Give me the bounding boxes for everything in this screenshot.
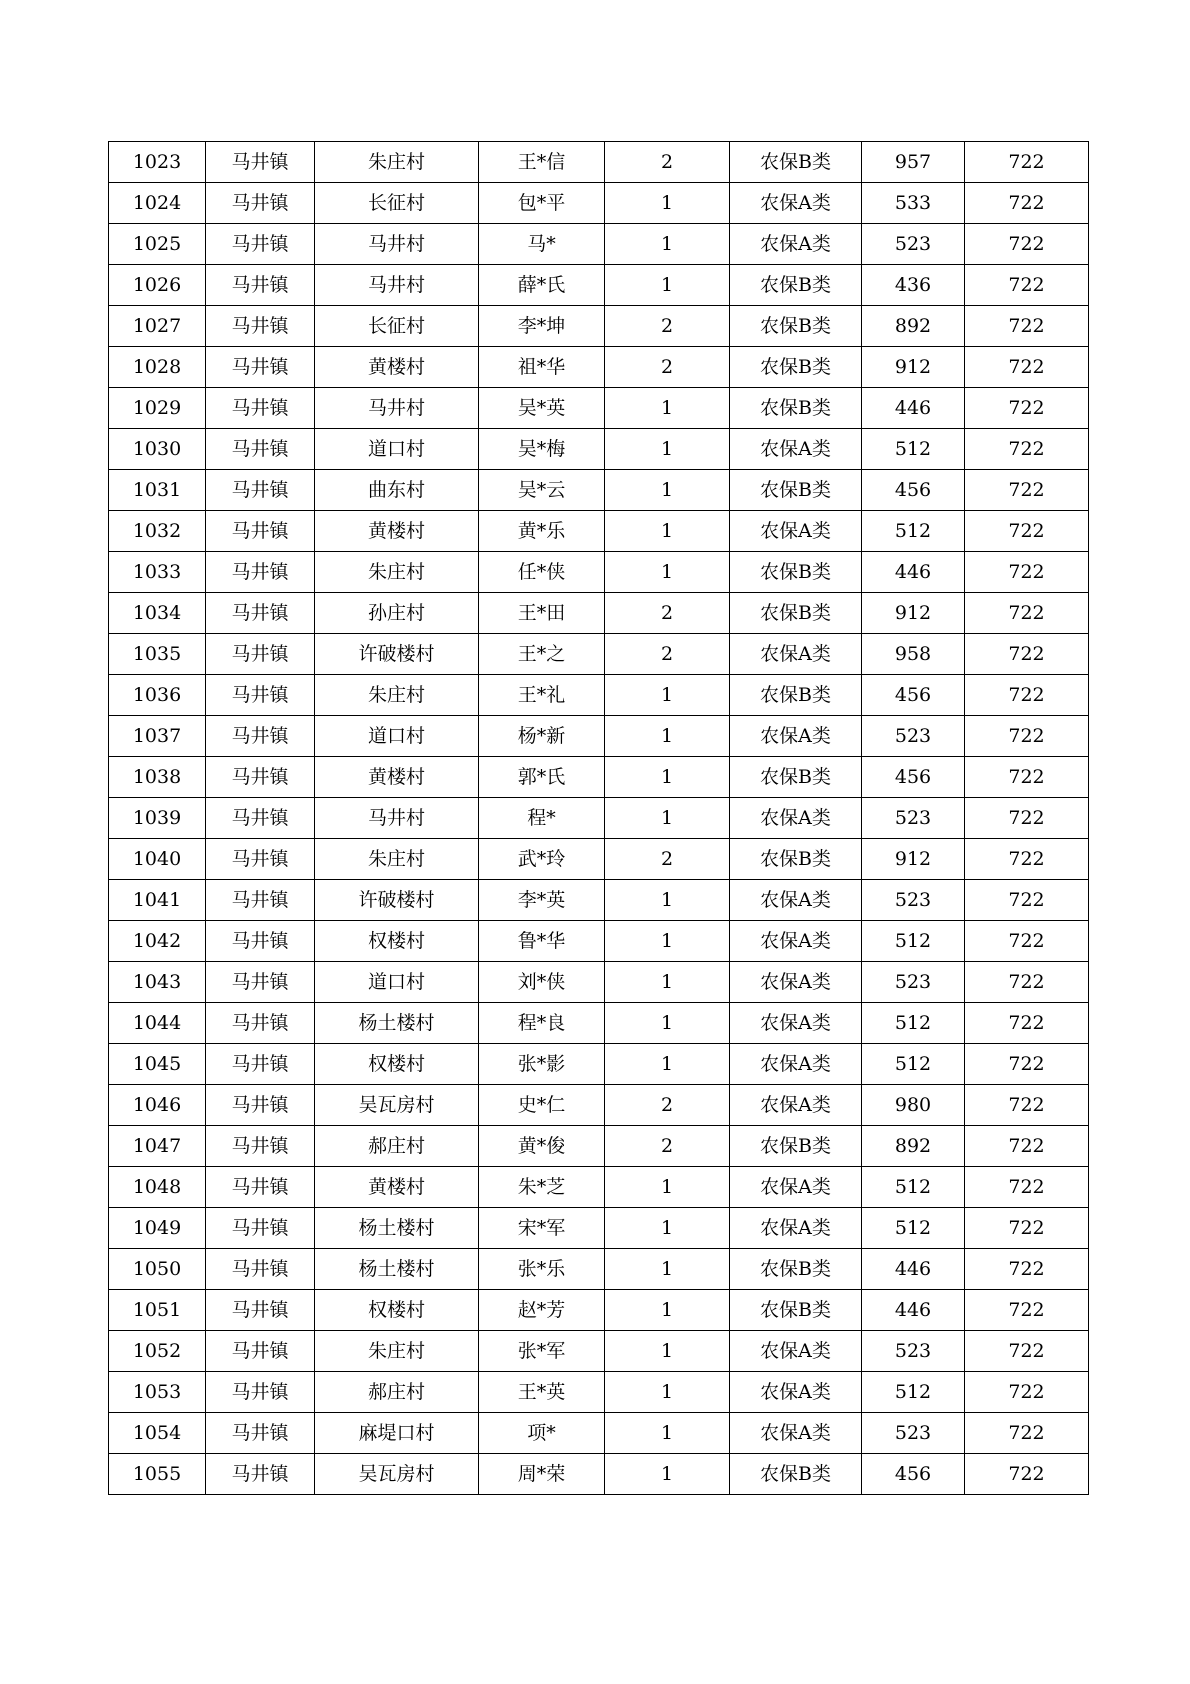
name-cell: 武*玲 — [479, 839, 605, 880]
name-cell: 张*乐 — [479, 1249, 605, 1290]
category-cell: 农保A类 — [730, 1003, 862, 1044]
category-cell: 农保B类 — [730, 552, 862, 593]
amount-cell: 436 — [862, 265, 965, 306]
town-cell: 马井镇 — [206, 798, 315, 839]
category-cell: 农保A类 — [730, 1044, 862, 1085]
serial-cell: 1048 — [109, 1167, 206, 1208]
table-row — [109, 593, 1089, 634]
serial-cell: 1028 — [109, 347, 206, 388]
amount-cell: 512 — [862, 1372, 965, 1413]
serial-cell: 1051 — [109, 1290, 206, 1331]
village-cell: 长征村 — [315, 306, 479, 347]
serial-cell: 1029 — [109, 388, 206, 429]
amount-cell: 892 — [862, 306, 965, 347]
amount-cell: 523 — [862, 880, 965, 921]
amount-cell: 523 — [862, 716, 965, 757]
household-size-cell: 2 — [605, 1126, 730, 1167]
village-cell: 黄楼村 — [315, 511, 479, 552]
name-cell: 程*良 — [479, 1003, 605, 1044]
category-cell: 农保A类 — [730, 1413, 862, 1454]
household-size-cell: 1 — [605, 1413, 730, 1454]
standard-cell: 722 — [965, 880, 1089, 921]
amount-cell: 512 — [862, 921, 965, 962]
household-size-cell: 2 — [605, 839, 730, 880]
amount-cell: 446 — [862, 1249, 965, 1290]
serial-cell: 1052 — [109, 1331, 206, 1372]
town-cell: 马井镇 — [206, 1167, 315, 1208]
serial-cell: 1023 — [109, 142, 206, 183]
household-size-cell: 1 — [605, 470, 730, 511]
village-cell: 权楼村 — [315, 1290, 479, 1331]
household-size-cell: 2 — [605, 1085, 730, 1126]
category-cell: 农保B类 — [730, 347, 862, 388]
town-cell: 马井镇 — [206, 347, 315, 388]
amount-cell: 456 — [862, 470, 965, 511]
standard-cell: 722 — [965, 183, 1089, 224]
name-cell: 张*军 — [479, 1331, 605, 1372]
household-size-cell: 1 — [605, 1331, 730, 1372]
amount-cell: 446 — [862, 552, 965, 593]
table-row — [109, 921, 1089, 962]
village-cell: 朱庄村 — [315, 839, 479, 880]
standard-cell: 722 — [965, 1085, 1089, 1126]
name-cell: 包*平 — [479, 183, 605, 224]
standard-cell: 722 — [965, 265, 1089, 306]
amount-cell: 456 — [862, 757, 965, 798]
town-cell: 马井镇 — [206, 429, 315, 470]
household-size-cell: 1 — [605, 1249, 730, 1290]
household-size-cell: 1 — [605, 1044, 730, 1085]
name-cell: 薛*氏 — [479, 265, 605, 306]
amount-cell: 512 — [862, 511, 965, 552]
serial-cell: 1049 — [109, 1208, 206, 1249]
name-cell: 周*荣 — [479, 1454, 605, 1495]
category-cell: 农保A类 — [730, 224, 862, 265]
standard-cell: 722 — [965, 306, 1089, 347]
name-cell: 李*坤 — [479, 306, 605, 347]
category-cell: 农保B类 — [730, 1454, 862, 1495]
name-cell: 郭*氏 — [479, 757, 605, 798]
amount-cell: 523 — [862, 962, 965, 1003]
town-cell: 马井镇 — [206, 1290, 315, 1331]
serial-cell: 1039 — [109, 798, 206, 839]
town-cell: 马井镇 — [206, 1126, 315, 1167]
amount-cell: 523 — [862, 1331, 965, 1372]
amount-cell: 523 — [862, 1413, 965, 1454]
category-cell: 农保B类 — [730, 306, 862, 347]
household-size-cell: 1 — [605, 1454, 730, 1495]
table-row — [109, 962, 1089, 1003]
name-cell: 李*英 — [479, 880, 605, 921]
name-cell: 王*田 — [479, 593, 605, 634]
category-cell: 农保B类 — [730, 265, 862, 306]
town-cell: 马井镇 — [206, 142, 315, 183]
household-size-cell: 1 — [605, 757, 730, 798]
name-cell: 吴*云 — [479, 470, 605, 511]
data-table — [108, 141, 1089, 1495]
name-cell: 朱*芝 — [479, 1167, 605, 1208]
category-cell: 农保A类 — [730, 798, 862, 839]
household-size-cell: 1 — [605, 798, 730, 839]
village-cell: 黄楼村 — [315, 1167, 479, 1208]
village-cell: 朱庄村 — [315, 552, 479, 593]
standard-cell: 722 — [965, 757, 1089, 798]
serial-cell: 1040 — [109, 839, 206, 880]
village-cell: 马井村 — [315, 388, 479, 429]
village-cell: 黄楼村 — [315, 757, 479, 798]
serial-cell: 1036 — [109, 675, 206, 716]
village-cell: 黄楼村 — [315, 347, 479, 388]
standard-cell: 722 — [965, 1044, 1089, 1085]
village-cell: 马井村 — [315, 798, 479, 839]
town-cell: 马井镇 — [206, 962, 315, 1003]
category-cell: 农保B类 — [730, 1126, 862, 1167]
village-cell: 道口村 — [315, 429, 479, 470]
village-cell: 杨土楼村 — [315, 1208, 479, 1249]
household-size-cell: 1 — [605, 921, 730, 962]
name-cell: 赵*芳 — [479, 1290, 605, 1331]
village-cell: 朱庄村 — [315, 675, 479, 716]
table-row — [109, 429, 1089, 470]
serial-cell: 1032 — [109, 511, 206, 552]
village-cell: 朱庄村 — [315, 1331, 479, 1372]
category-cell: 农保B类 — [730, 757, 862, 798]
household-size-cell: 2 — [605, 634, 730, 675]
town-cell: 马井镇 — [206, 1454, 315, 1495]
standard-cell: 722 — [965, 1372, 1089, 1413]
town-cell: 马井镇 — [206, 593, 315, 634]
table-row — [109, 1085, 1089, 1126]
amount-cell: 912 — [862, 347, 965, 388]
amount-cell: 958 — [862, 634, 965, 675]
town-cell: 马井镇 — [206, 1249, 315, 1290]
household-size-cell: 1 — [605, 429, 730, 470]
table-row — [109, 265, 1089, 306]
name-cell: 王*英 — [479, 1372, 605, 1413]
table-row — [109, 798, 1089, 839]
household-size-cell: 1 — [605, 183, 730, 224]
amount-cell: 456 — [862, 1454, 965, 1495]
household-size-cell: 1 — [605, 716, 730, 757]
standard-cell: 722 — [965, 1003, 1089, 1044]
standard-cell: 722 — [965, 552, 1089, 593]
standard-cell: 722 — [965, 429, 1089, 470]
name-cell: 史*仁 — [479, 1085, 605, 1126]
household-size-cell: 2 — [605, 142, 730, 183]
table-row — [109, 1249, 1089, 1290]
table-row — [109, 347, 1089, 388]
serial-cell: 1033 — [109, 552, 206, 593]
amount-cell: 892 — [862, 1126, 965, 1167]
household-size-cell: 1 — [605, 675, 730, 716]
town-cell: 马井镇 — [206, 757, 315, 798]
serial-cell: 1041 — [109, 880, 206, 921]
amount-cell: 512 — [862, 1167, 965, 1208]
standard-cell: 722 — [965, 347, 1089, 388]
category-cell: 农保A类 — [730, 1372, 862, 1413]
name-cell: 宋*军 — [479, 1208, 605, 1249]
standard-cell: 722 — [965, 1331, 1089, 1372]
table-row — [109, 1454, 1089, 1495]
serial-cell: 1055 — [109, 1454, 206, 1495]
table-row — [109, 1167, 1089, 1208]
standard-cell: 722 — [965, 142, 1089, 183]
village-cell: 许破楼村 — [315, 634, 479, 675]
name-cell: 王*之 — [479, 634, 605, 675]
table-row — [109, 634, 1089, 675]
category-cell: 农保B类 — [730, 470, 862, 511]
standard-cell: 722 — [965, 388, 1089, 429]
name-cell: 马* — [479, 224, 605, 265]
standard-cell: 722 — [965, 511, 1089, 552]
table-row — [109, 839, 1089, 880]
table-row — [109, 470, 1089, 511]
category-cell: 农保B类 — [730, 593, 862, 634]
category-cell: 农保A类 — [730, 183, 862, 224]
name-cell: 程* — [479, 798, 605, 839]
household-size-cell: 1 — [605, 1290, 730, 1331]
table-row — [109, 1372, 1089, 1413]
standard-cell: 722 — [965, 675, 1089, 716]
category-cell: 农保A类 — [730, 511, 862, 552]
serial-cell: 1042 — [109, 921, 206, 962]
serial-cell: 1045 — [109, 1044, 206, 1085]
standard-cell: 722 — [965, 1290, 1089, 1331]
standard-cell: 722 — [965, 1249, 1089, 1290]
category-cell: 农保B类 — [730, 839, 862, 880]
village-cell: 长征村 — [315, 183, 479, 224]
town-cell: 马井镇 — [206, 552, 315, 593]
category-cell: 农保B类 — [730, 388, 862, 429]
village-cell: 郝庄村 — [315, 1372, 479, 1413]
table-row — [109, 142, 1089, 183]
household-size-cell: 2 — [605, 347, 730, 388]
name-cell: 鲁*华 — [479, 921, 605, 962]
amount-cell: 512 — [862, 429, 965, 470]
household-size-cell: 1 — [605, 1208, 730, 1249]
village-cell: 朱庄村 — [315, 142, 479, 183]
amount-cell: 446 — [862, 1290, 965, 1331]
category-cell: 农保B类 — [730, 142, 862, 183]
town-cell: 马井镇 — [206, 675, 315, 716]
table-row — [109, 224, 1089, 265]
village-cell: 权楼村 — [315, 1044, 479, 1085]
town-cell: 马井镇 — [206, 224, 315, 265]
category-cell: 农保A类 — [730, 1085, 862, 1126]
village-cell: 吴瓦房村 — [315, 1085, 479, 1126]
village-cell: 杨土楼村 — [315, 1003, 479, 1044]
serial-cell: 1030 — [109, 429, 206, 470]
standard-cell: 722 — [965, 1208, 1089, 1249]
serial-cell: 1024 — [109, 183, 206, 224]
amount-cell: 512 — [862, 1208, 965, 1249]
name-cell: 王*礼 — [479, 675, 605, 716]
amount-cell: 957 — [862, 142, 965, 183]
village-cell: 道口村 — [315, 716, 479, 757]
name-cell: 项* — [479, 1413, 605, 1454]
town-cell: 马井镇 — [206, 634, 315, 675]
town-cell: 马井镇 — [206, 388, 315, 429]
name-cell: 张*影 — [479, 1044, 605, 1085]
standard-cell: 722 — [965, 716, 1089, 757]
standard-cell: 722 — [965, 839, 1089, 880]
category-cell: 农保A类 — [730, 1208, 862, 1249]
name-cell: 黄*俊 — [479, 1126, 605, 1167]
household-size-cell: 1 — [605, 962, 730, 1003]
name-cell: 杨*新 — [479, 716, 605, 757]
household-size-cell: 1 — [605, 1003, 730, 1044]
table-row — [109, 1208, 1089, 1249]
amount-cell: 912 — [862, 839, 965, 880]
town-cell: 马井镇 — [206, 306, 315, 347]
standard-cell: 722 — [965, 921, 1089, 962]
village-cell: 曲东村 — [315, 470, 479, 511]
village-cell: 马井村 — [315, 265, 479, 306]
town-cell: 马井镇 — [206, 1085, 315, 1126]
category-cell: 农保A类 — [730, 429, 862, 470]
serial-cell: 1037 — [109, 716, 206, 757]
name-cell: 任*侠 — [479, 552, 605, 593]
category-cell: 农保A类 — [730, 1167, 862, 1208]
serial-cell: 1054 — [109, 1413, 206, 1454]
village-cell: 吴瓦房村 — [315, 1454, 479, 1495]
serial-cell: 1034 — [109, 593, 206, 634]
category-cell: 农保B类 — [730, 1290, 862, 1331]
standard-cell: 722 — [965, 1454, 1089, 1495]
household-size-cell: 1 — [605, 552, 730, 593]
table-row — [109, 1331, 1089, 1372]
standard-cell: 722 — [965, 634, 1089, 675]
town-cell: 马井镇 — [206, 1372, 315, 1413]
table-row — [109, 675, 1089, 716]
town-cell: 马井镇 — [206, 839, 315, 880]
village-cell: 道口村 — [315, 962, 479, 1003]
amount-cell: 523 — [862, 798, 965, 839]
category-cell: 农保A类 — [730, 880, 862, 921]
town-cell: 马井镇 — [206, 921, 315, 962]
household-size-cell: 1 — [605, 1167, 730, 1208]
town-cell: 马井镇 — [206, 1413, 315, 1454]
serial-cell: 1050 — [109, 1249, 206, 1290]
amount-cell: 523 — [862, 224, 965, 265]
standard-cell: 722 — [965, 470, 1089, 511]
village-cell: 孙庄村 — [315, 593, 479, 634]
town-cell: 马井镇 — [206, 880, 315, 921]
category-cell: 农保A类 — [730, 716, 862, 757]
household-size-cell: 2 — [605, 593, 730, 634]
household-size-cell: 1 — [605, 880, 730, 921]
table-row — [109, 757, 1089, 798]
amount-cell: 980 — [862, 1085, 965, 1126]
household-size-cell: 1 — [605, 265, 730, 306]
standard-cell: 722 — [965, 1167, 1089, 1208]
standard-cell: 722 — [965, 1413, 1089, 1454]
table-row — [109, 1003, 1089, 1044]
table-row — [109, 306, 1089, 347]
name-cell: 吴*英 — [479, 388, 605, 429]
standard-cell: 722 — [965, 224, 1089, 265]
serial-cell: 1025 — [109, 224, 206, 265]
table-row — [109, 552, 1089, 593]
name-cell: 祖*华 — [479, 347, 605, 388]
town-cell: 马井镇 — [206, 1044, 315, 1085]
name-cell: 刘*侠 — [479, 962, 605, 1003]
table-row — [109, 1413, 1089, 1454]
village-cell: 马井村 — [315, 224, 479, 265]
table-row — [109, 1126, 1089, 1167]
town-cell: 马井镇 — [206, 716, 315, 757]
name-cell: 王*信 — [479, 142, 605, 183]
amount-cell: 446 — [862, 388, 965, 429]
town-cell: 马井镇 — [206, 183, 315, 224]
serial-cell: 1038 — [109, 757, 206, 798]
table-row — [109, 880, 1089, 921]
table-row — [109, 1290, 1089, 1331]
serial-cell: 1047 — [109, 1126, 206, 1167]
serial-cell: 1043 — [109, 962, 206, 1003]
household-size-cell: 1 — [605, 511, 730, 552]
name-cell: 吴*梅 — [479, 429, 605, 470]
village-cell: 权楼村 — [315, 921, 479, 962]
category-cell: 农保B类 — [730, 1249, 862, 1290]
amount-cell: 533 — [862, 183, 965, 224]
household-size-cell: 1 — [605, 388, 730, 429]
village-cell: 杨土楼村 — [315, 1249, 479, 1290]
amount-cell: 456 — [862, 675, 965, 716]
category-cell: 农保A类 — [730, 634, 862, 675]
town-cell: 马井镇 — [206, 511, 315, 552]
table-row — [109, 511, 1089, 552]
serial-cell: 1046 — [109, 1085, 206, 1126]
serial-cell: 1026 — [109, 265, 206, 306]
town-cell: 马井镇 — [206, 1331, 315, 1372]
village-cell: 许破楼村 — [315, 880, 479, 921]
table-row — [109, 716, 1089, 757]
category-cell: 农保A类 — [730, 1331, 862, 1372]
category-cell: 农保A类 — [730, 921, 862, 962]
table-body — [109, 142, 1089, 1495]
name-cell: 黄*乐 — [479, 511, 605, 552]
town-cell: 马井镇 — [206, 1003, 315, 1044]
serial-cell: 1044 — [109, 1003, 206, 1044]
town-cell: 马井镇 — [206, 1208, 315, 1249]
standard-cell: 722 — [965, 798, 1089, 839]
serial-cell: 1053 — [109, 1372, 206, 1413]
village-cell: 郝庄村 — [315, 1126, 479, 1167]
household-size-cell: 1 — [605, 1372, 730, 1413]
serial-cell: 1031 — [109, 470, 206, 511]
category-cell: 农保A类 — [730, 962, 862, 1003]
amount-cell: 512 — [862, 1044, 965, 1085]
amount-cell: 512 — [862, 1003, 965, 1044]
town-cell: 马井镇 — [206, 265, 315, 306]
serial-cell: 1035 — [109, 634, 206, 675]
standard-cell: 722 — [965, 962, 1089, 1003]
standard-cell: 722 — [965, 1126, 1089, 1167]
table-row — [109, 183, 1089, 224]
table-row — [109, 1044, 1089, 1085]
household-size-cell: 2 — [605, 306, 730, 347]
village-cell: 麻堤口村 — [315, 1413, 479, 1454]
standard-cell: 722 — [965, 593, 1089, 634]
amount-cell: 912 — [862, 593, 965, 634]
town-cell: 马井镇 — [206, 470, 315, 511]
category-cell: 农保B类 — [730, 675, 862, 716]
serial-cell: 1027 — [109, 306, 206, 347]
table-row — [109, 388, 1089, 429]
household-size-cell: 1 — [605, 224, 730, 265]
